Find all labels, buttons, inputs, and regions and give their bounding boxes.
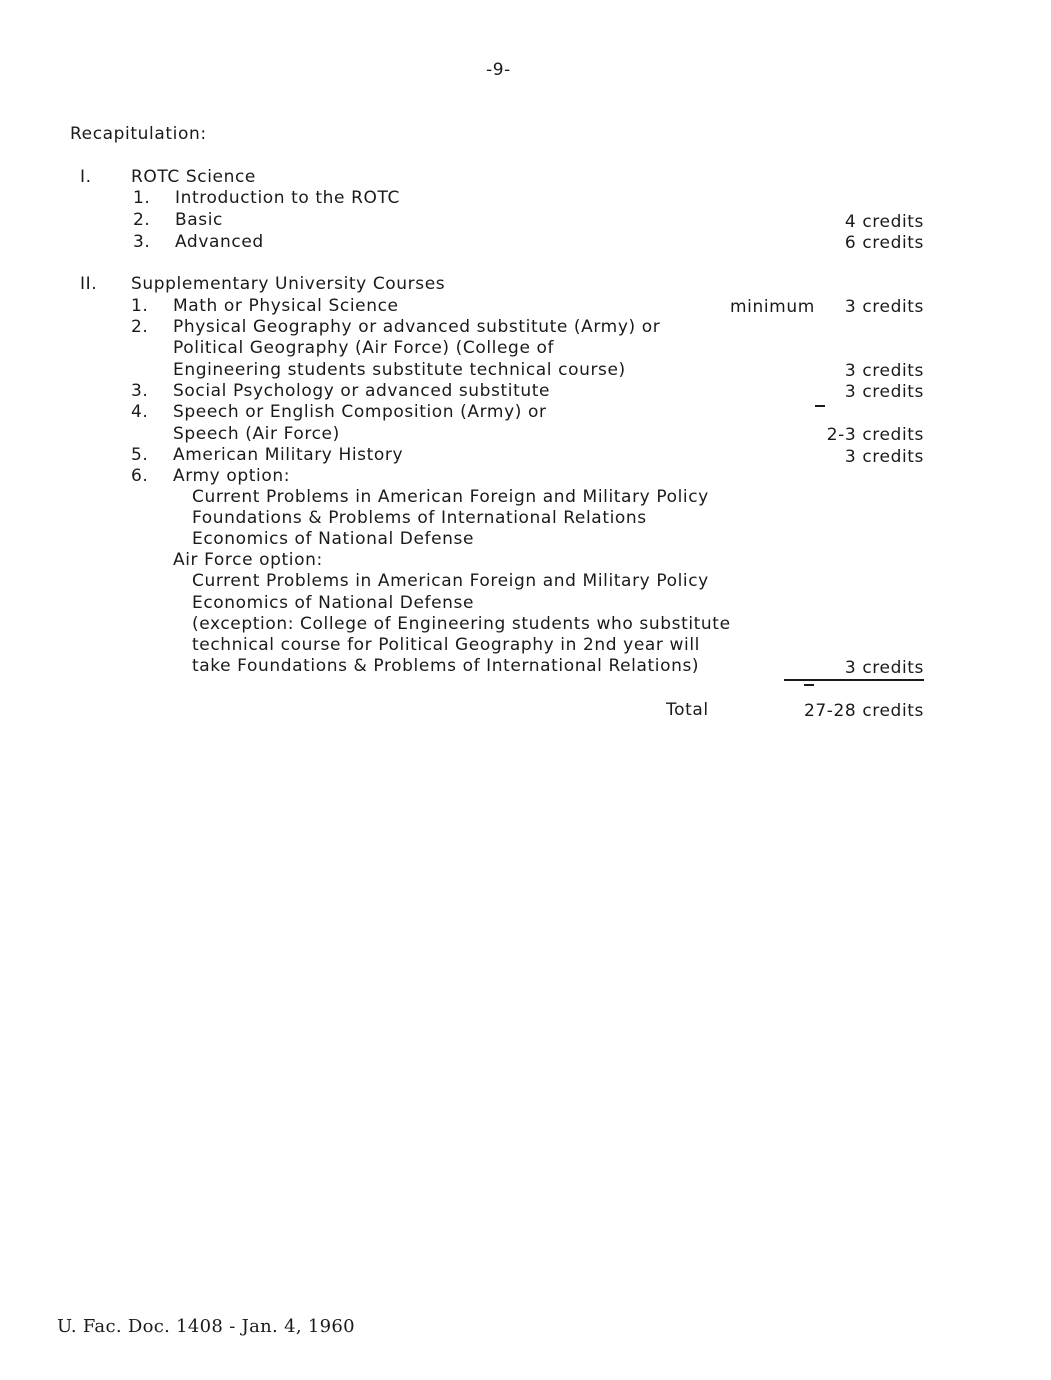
item-credits: 3 credits (844, 361, 924, 381)
item-text-line: Speech (Air Force) (173, 424, 340, 444)
item-text-line: Speech or English Composition (Army) or (173, 402, 547, 422)
course-line: (exception: College of Engineering students who substitute (192, 614, 731, 634)
item-credits: 2-3 credits (826, 425, 924, 445)
total-rule (784, 679, 924, 681)
army-option-label: Army option: (173, 466, 291, 486)
course-line: Current Problems in American Foreign and Military Policy (192, 571, 709, 591)
underline-mark (815, 405, 825, 407)
course-line: technical course for Political Geography in 2nd year will (192, 635, 700, 655)
section-numeral: II. (80, 274, 98, 294)
course-line: Economics of National Defense (192, 593, 475, 613)
item-credits: 3 credits (844, 297, 924, 317)
item-text: Basic (175, 210, 224, 230)
total-label: Total (666, 700, 709, 720)
course-line: Foundations & Problems of International Relations (192, 508, 647, 528)
item-credits: 6 credits (844, 233, 924, 253)
item-number: 3. (133, 232, 151, 252)
item-number: 2. (133, 210, 151, 230)
item-number: 4. (131, 402, 149, 422)
item-text: Introduction to the ROTC (175, 188, 400, 208)
page-number: -9- (486, 60, 511, 80)
item-number: 5. (131, 445, 149, 465)
item-text-line: Political Geography (Air Force) (College of (173, 338, 555, 358)
airforce-option-label: Air Force option: (173, 550, 323, 570)
item-text-line: Physical Geography or advanced substitute (Army) or (173, 317, 661, 337)
item-text: Social Psychology or advanced substitute (173, 381, 551, 401)
underline-mark (804, 684, 814, 686)
item-number: 6. (131, 466, 149, 486)
item-credits: 3 credits (844, 447, 924, 467)
item-text-line: Engineering students substitute technical course) (173, 360, 626, 380)
section-title: ROTC Science (131, 167, 256, 187)
item-credits: 3 credits (844, 658, 924, 678)
section-numeral: I. (80, 167, 92, 187)
course-line: Economics of National Defense (192, 529, 475, 549)
item-text: Math or Physical Science (173, 296, 399, 316)
item-number: 2. (131, 317, 149, 337)
item-number: 1. (131, 296, 149, 316)
item-number: 3. (131, 381, 149, 401)
course-line: take Foundations & Problems of International Relations) (192, 656, 700, 676)
course-line: Current Problems in American Foreign and Military Policy (192, 487, 709, 507)
item-credits: 3 credits (844, 382, 924, 402)
recapitulation-heading: Recapitulation: (70, 124, 207, 144)
item-credits: 4 credits (844, 212, 924, 232)
item-text: Advanced (175, 232, 264, 252)
total-credits: 27-28 credits (803, 701, 924, 721)
item-number: 1. (133, 188, 151, 208)
document-footer: U. Fac. Doc. 1408 - Jan. 4, 1960 (57, 1316, 355, 1337)
section-title: Supplementary University Courses (131, 274, 446, 294)
item-text: American Military History (173, 445, 404, 465)
item-qualifier: minimum (730, 297, 815, 317)
